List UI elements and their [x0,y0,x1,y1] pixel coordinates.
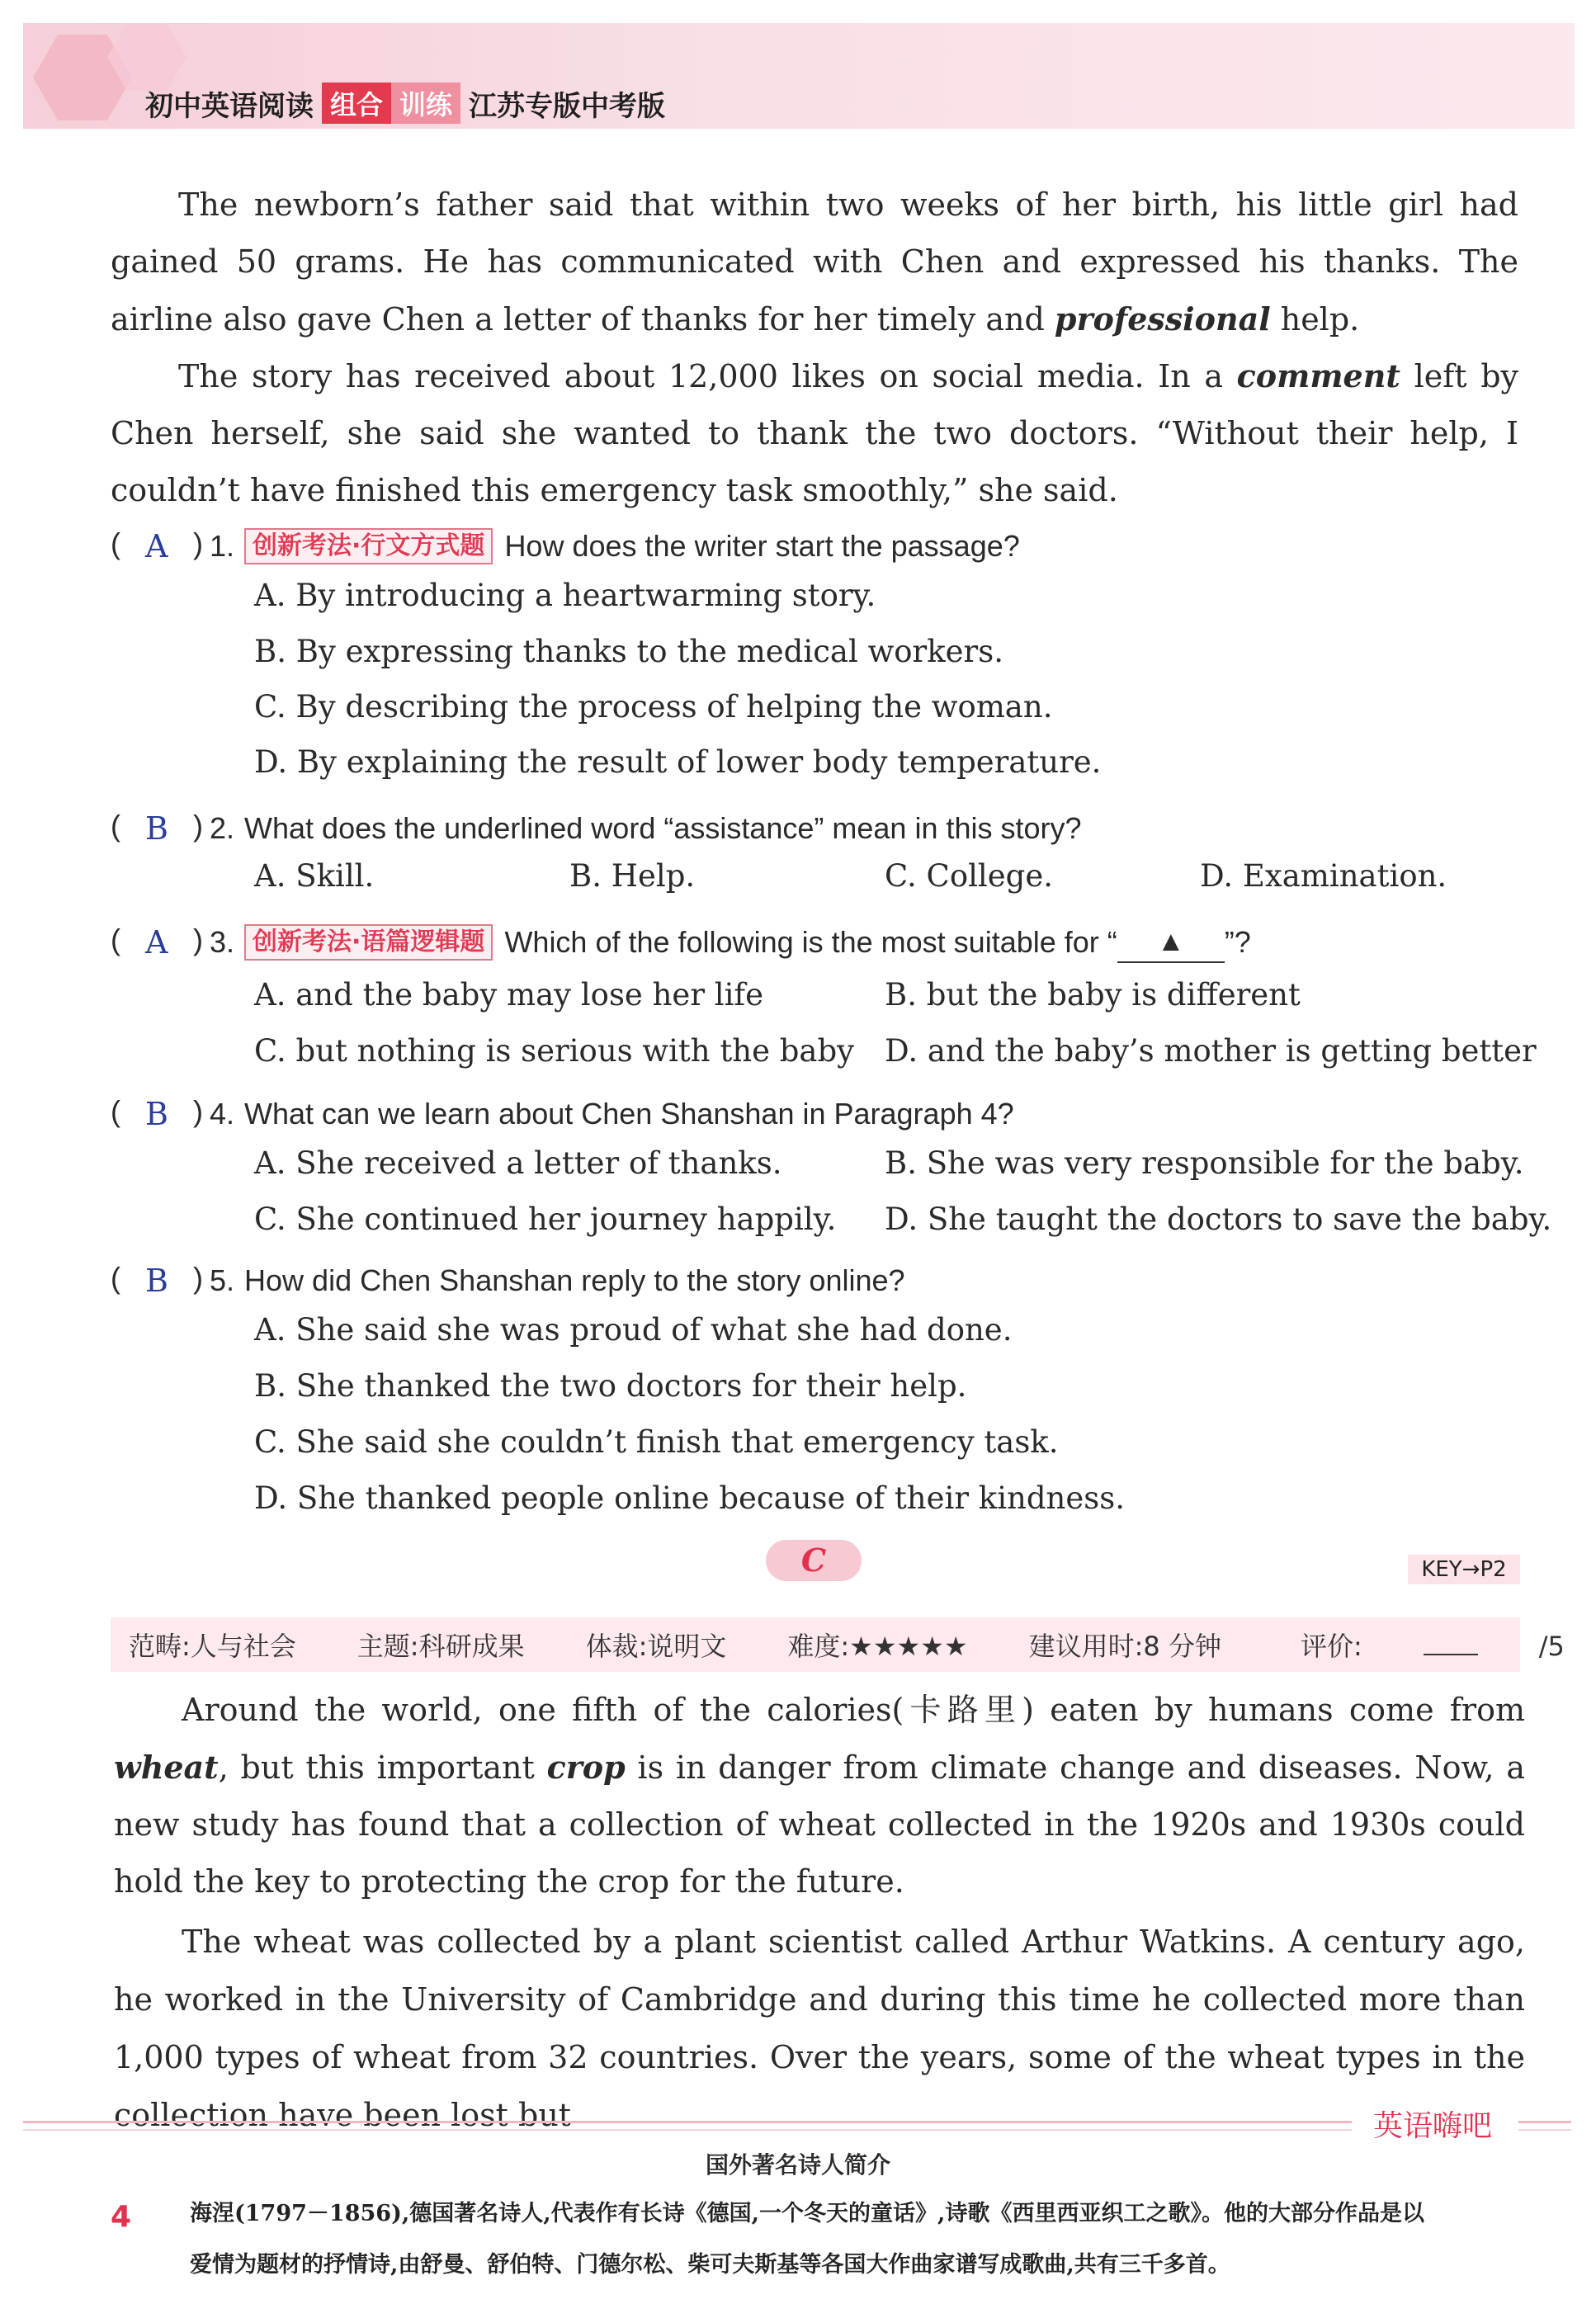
brand-label: 英语嗨吧 [1373,2109,1493,2143]
question-number: 1. [210,529,235,563]
footer-divider [23,2121,1352,2123]
option-a: A. She said she was proud of what she had done. [254,1312,1013,1348]
page-number: 4 [111,2200,132,2234]
info-difficulty: 难度:★★★★★ [787,1631,968,1662]
answer-blank [1117,928,1225,963]
question-4: ( B ) 4. What can we learn about Chen Shanshan in Paragraph 4? [111,1094,1014,1132]
info-scope: 范畴:人与社会 [129,1631,296,1662]
note-body: 海涅(1797－1856),德国著名诗人,代表作有长诗《德国,一个冬天的童话》,诗歌《西里西亚织工之歌》。他的大部分作品是以爱情为题材的抒情诗,由舒曼、舒伯特、门德尔松、柴可夫斯基等各国大作曲家谱写成歌曲,共有三千多首。 [190,2201,1424,2278]
triangle-icon: ▲ [1156,926,1185,957]
option-d: D. She thanked people online because of their kindness. [254,1480,1126,1516]
answer-mark: A [145,528,168,564]
option-d: D. She taught the doctors to save the baby. [885,1201,1552,1237]
passage-paragraph: The story has received about 12,000 likes on social media. In a comment left by Chen herself, she said she wanted to thank the two doctors. “Without their help, I couldn’t have finished this emergency task smoothly,” she said. [111,357,1518,508]
score-blank [1424,1629,1478,1655]
option-a: A. By introducing a heartwarming story. [254,578,876,613]
question-text: What can we learn about Chen Shanshan in Paragraph 4? [244,1097,1014,1131]
keyword-crop: crop [546,1749,626,1786]
answer-mark: B [145,810,168,847]
option-b: B. but the baby is different [885,977,1301,1013]
passage-paragraph: The newborn’s father said that within two weeks of her birth, his little girl had gained 50 grams. He has communicated with Chen and expressed his thanks. The airline also gave Chen a letter of thanks for her timely and professional help. [111,186,1518,338]
book-title-left: 初中英语阅读 [145,89,314,123]
footer-divider [1518,2121,1571,2123]
option-c: C. She continued her journey happily. [254,1201,837,1237]
option-a: A. She received a letter of thanks. [254,1145,782,1181]
question-5: ( B ) 5. How did Chen Shanshan reply to the story online? [111,1261,905,1299]
option-b: B. She was very responsible for the baby. [885,1145,1524,1181]
option-c: C. College. [885,858,1054,894]
option-a: A. and the baby may lose her life [254,977,764,1013]
footer-divider [23,2129,1352,2131]
option-c: C. By describing the process of helping the woman. [254,689,1053,725]
info-genre: 体裁:说明文 [585,1631,727,1662]
book-tag-training: 训练 [391,83,460,124]
answer-mark: B [145,1096,168,1132]
question-tag: 创新考法·语篇逻辑题 [244,924,493,961]
option-c: C. She said she couldn’t finish that emergency task. [254,1424,1059,1460]
keyword-comment: comment [1236,357,1400,394]
question-3: ( A ) 3. 创新考法·语篇逻辑题 Which of the following is the most suitable for “ ▲ ”? [111,918,1522,967]
passage-paragraph: Around the world, one fifth of the calories(卡路里) eaten by humans come from wheat, but this important crop is in danger from climate change and diseases. Now, a new study has found that a collection of wheat collected in the 1920s and 1930s could hold the key to protecting the crop for the future. [114,1692,1526,1900]
keyword-wheat: wheat [114,1749,219,1786]
option-b: B. By expressing thanks to the medical workers. [254,634,1003,669]
book-title-right: 江苏专版中考版 [469,89,666,123]
answer-mark: A [145,924,168,961]
option-a: A. Skill. [254,858,375,894]
question-tag: 创新考法·行文方式题 [244,528,493,564]
option-b: B. Help. [569,858,696,894]
info-time: 建议用时:8 分钟 [1028,1631,1221,1662]
book-title [145,83,665,124]
note-title: 国外著名诗人简介 [705,2151,890,2179]
question-text: What does the underlined word “assistance” mean in this story? [244,811,1082,845]
passage-info-bar [111,1617,1565,1672]
passage-paragraph: The wheat was collected by a plant scientist called Arthur Watkins. A century ago, he worked in the University of Cambridge and during this time he collected more than 1,000 types of wheat from 32 countries. Over the years, some of the wheat types in the collection have been lost but [114,1924,1525,2133]
info-score: 评价: /5 [1300,1631,1565,1662]
section-label: C [766,1540,862,1581]
question-2: ( B ) 2. What does the underlined word “assistance” mean in this story? [111,809,1082,847]
question-number: 2. [210,811,235,845]
question-text: How did Chen Shanshan reply to the story online? [244,1263,905,1297]
option-b: B. She thanked the two doctors for their help. [254,1368,967,1404]
question-number: 5. [210,1263,235,1297]
keyword-professional: professional [1054,300,1271,338]
footer-divider [1518,2129,1571,2131]
option-d: D. Examination. [1200,858,1447,894]
question-text: Which of the following is the most suitable for “ [504,925,1117,959]
answer-mark: B [145,1263,168,1299]
option-d: D. and the baby’s mother is getting better [885,1033,1537,1069]
question-text: How does the writer start the passage? [504,529,1020,563]
question-number: 4. [210,1097,235,1131]
info-theme: 主题:科研成果 [357,1631,525,1662]
answer-key-link: KEY→P2 [1408,1555,1520,1584]
question-number: 3. [210,925,235,959]
book-tag-combo: 组合 [322,83,391,124]
option-c: C. but nothing is serious with the baby [254,1033,855,1069]
question-1: ( A ) 1. 创新考法·行文方式题 How does the writer start the passage? [111,526,1020,564]
option-d: D. By explaining the result of lower body temperature. [254,744,1102,780]
